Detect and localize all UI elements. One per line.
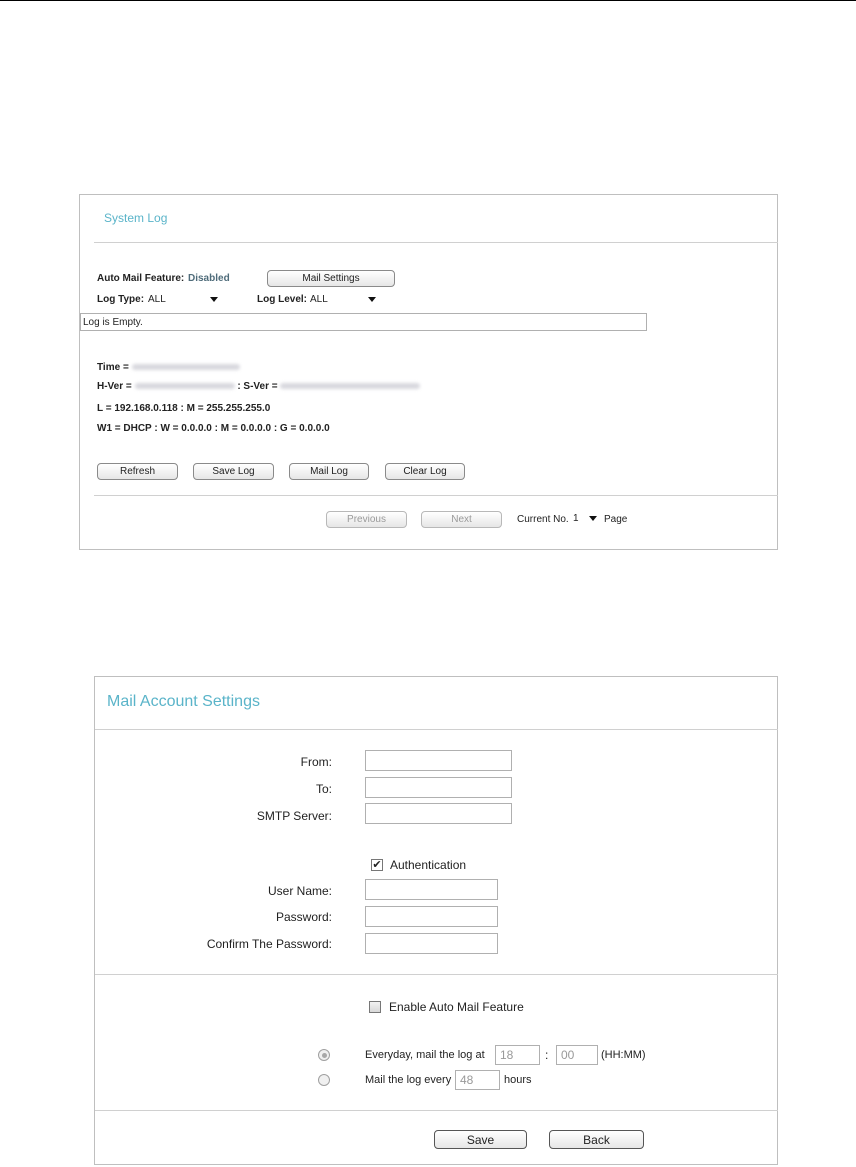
current-page-value: 1 bbox=[573, 513, 579, 524]
time-line bbox=[97, 362, 240, 373]
save-log-button[interactable]: Save Log bbox=[193, 463, 274, 480]
time-label: Time = bbox=[97, 362, 129, 373]
hours-interval-field[interactable]: 48 bbox=[455, 1070, 500, 1090]
auth-divider bbox=[95, 974, 778, 975]
redacted-sver bbox=[280, 383, 420, 389]
everyday-label: Everyday, mail the log at bbox=[365, 1049, 485, 1061]
log-content-text: Log is Empty. bbox=[83, 316, 143, 328]
hver-label: H-Ver = bbox=[97, 381, 132, 392]
everyday-radio[interactable] bbox=[318, 1049, 330, 1061]
log-type-select[interactable] bbox=[146, 292, 220, 307]
mail-account-panel bbox=[94, 676, 778, 1165]
check-icon: ✔ bbox=[372, 858, 382, 871]
redacted-time bbox=[132, 364, 240, 370]
username-label: User Name: bbox=[267, 884, 332, 898]
smtp-server-field[interactable] bbox=[365, 803, 512, 824]
authentication-label: Authentication bbox=[390, 858, 467, 872]
from-field[interactable] bbox=[365, 750, 512, 771]
panel-title: System Log bbox=[104, 211, 168, 225]
title-divider bbox=[94, 242, 778, 243]
time-separator: : bbox=[545, 1048, 549, 1062]
footer-divider bbox=[95, 1110, 778, 1111]
current-no-label: Current No. bbox=[517, 514, 569, 525]
clear-log-button[interactable]: Clear Log bbox=[385, 463, 465, 480]
previous-button[interactable]: Previous bbox=[326, 511, 407, 528]
mail-log-button[interactable]: Mail Log bbox=[289, 463, 369, 480]
log-level-label: Log Level: bbox=[257, 294, 308, 305]
smtp-server-label: SMTP Server: bbox=[256, 809, 332, 823]
save-button[interactable]: Save bbox=[434, 1130, 527, 1149]
lan-line: L = 192.168.0.118 : M = 255.255.255.0 bbox=[97, 403, 271, 414]
sver-label: : S-Ver = bbox=[237, 381, 278, 392]
back-button[interactable]: Back bbox=[549, 1130, 644, 1149]
log-type-label: Log Type: bbox=[97, 294, 145, 305]
from-label: From: bbox=[300, 755, 332, 769]
current-page-select[interactable] bbox=[571, 511, 599, 526]
hour-field[interactable]: 18 bbox=[495, 1045, 540, 1065]
confirm-password-field[interactable] bbox=[365, 933, 498, 954]
confirm-password-label: Confirm The Password: bbox=[206, 937, 332, 951]
next-button[interactable]: Next bbox=[421, 511, 502, 528]
password-field[interactable] bbox=[365, 906, 498, 927]
version-line bbox=[97, 381, 420, 392]
title-divider bbox=[95, 729, 778, 730]
pager-divider bbox=[94, 495, 778, 496]
log-level-value: ALL bbox=[310, 294, 328, 305]
password-label: Password: bbox=[275, 910, 332, 924]
chevron-down-icon bbox=[210, 297, 218, 302]
redacted-hver bbox=[135, 383, 235, 389]
refresh-button[interactable]: Refresh bbox=[97, 463, 178, 480]
page-label: Page bbox=[604, 514, 628, 525]
enable-auto-mail-checkbox[interactable] bbox=[369, 1001, 381, 1013]
hours-label: hours bbox=[504, 1074, 532, 1086]
log-level-select[interactable] bbox=[308, 292, 378, 307]
username-field[interactable] bbox=[365, 879, 498, 900]
auto-mail-label: Auto Mail Feature: bbox=[97, 273, 185, 284]
panel-title: Mail Account Settings bbox=[107, 693, 260, 710]
wan-line: W1 = DHCP : W = 0.0.0.0 : M = 0.0.0.0 : G = 0.0.0.0 bbox=[97, 423, 330, 434]
mail-every-radio[interactable] bbox=[318, 1074, 330, 1086]
auto-mail-status: Disabled bbox=[188, 273, 230, 284]
radio-dot bbox=[322, 1053, 327, 1058]
to-label: To: bbox=[315, 782, 332, 796]
authentication-checkbox[interactable] bbox=[371, 859, 383, 871]
mail-every-label: Mail the log every bbox=[365, 1074, 452, 1086]
page-top-rule bbox=[0, 0, 856, 1]
to-field[interactable] bbox=[365, 777, 512, 798]
system-log-panel bbox=[79, 194, 778, 550]
minute-field[interactable]: 00 bbox=[556, 1045, 598, 1065]
log-content-box[interactable] bbox=[80, 313, 647, 331]
hhmm-label: (HH:MM) bbox=[601, 1049, 646, 1061]
log-type-value: ALL bbox=[148, 294, 166, 305]
mail-settings-button[interactable]: Mail Settings bbox=[267, 270, 395, 287]
chevron-down-icon bbox=[368, 297, 376, 302]
enable-auto-mail-label: Enable Auto Mail Feature bbox=[389, 1000, 524, 1014]
chevron-down-icon bbox=[589, 516, 597, 521]
